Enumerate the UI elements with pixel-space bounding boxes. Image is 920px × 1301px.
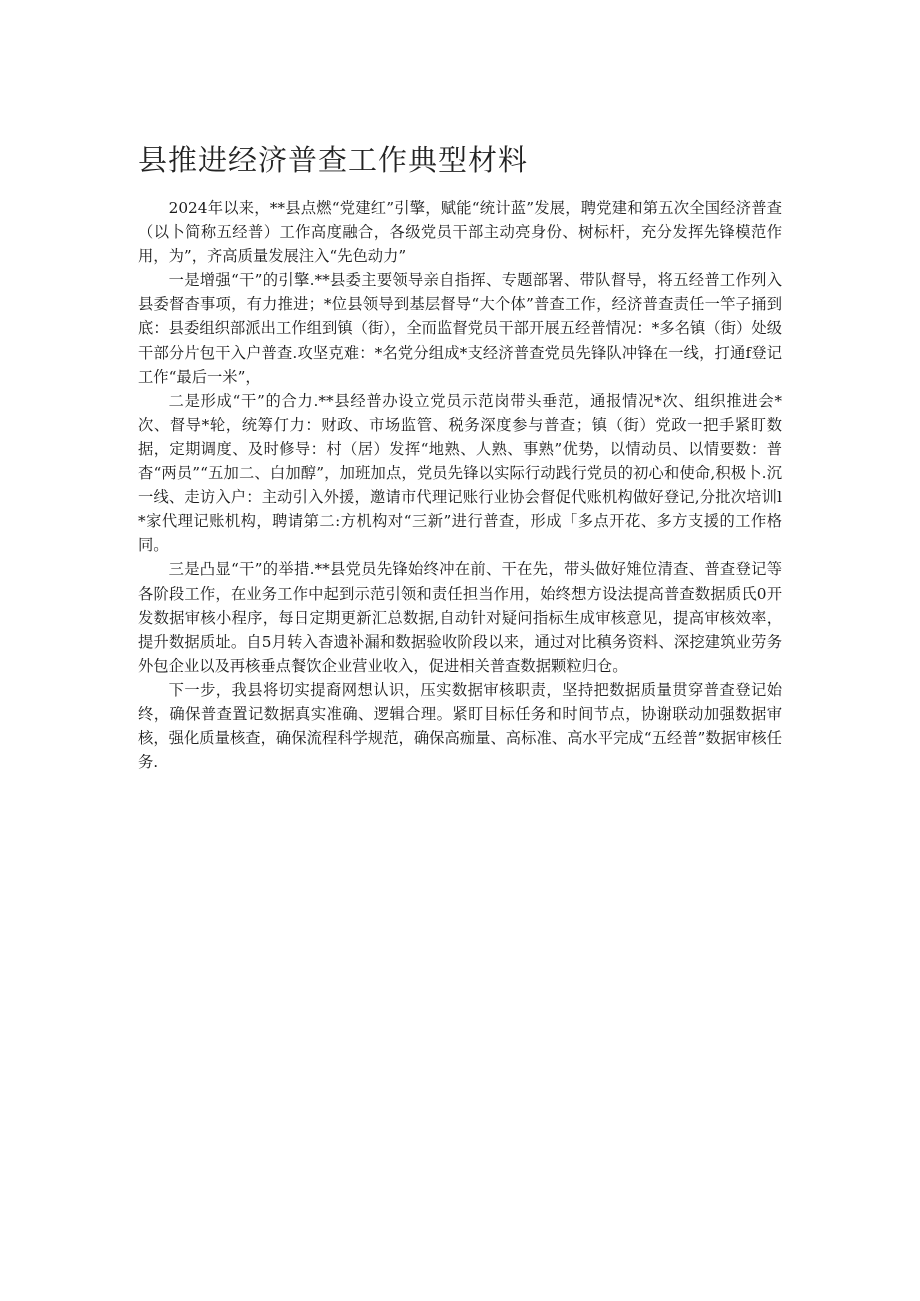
paragraph-point-one: 一是增强“干”的引擎.**县委主要领导亲自指挥、专题部署、带队督导，将五经普工作列入县委督杳事项，有力推进；*位县领导到基层督导“大个体”普查工作，经济普查责任一竿子捅到底：县委组织部派出工作组到镇（街），全而监督党员干部开展五经普情况：*多名镇（街）处级干部分片包干入户普查.攻坚克难：*名党分组成*支经济普查党员先锋队冲锋在一线，打通f登记工作“最后一米”， xyxy=(138,271,782,386)
paragraph-point-three: 三是凸显“干”的举措.**县党员先锋始终冲在前、干在先，带头做好雉位清查、普查登记等各阶段工作，在业务工作中起到示范引领和责任担当作用，始终想方设法提高普查数据质氏0开发数据审核小程序，每日定期更新汇总数据,自动针对疑问指标生成审核意见，提高审核效率，提升数据质址。自5月转入杳遗补漏和数据验收阶段以来，通过对比稹务资料、深挖建筑业劳务外包企业以及再核垂点餐饮企业营业收入，促进相关普查数据颗粒归仓。 xyxy=(138,560,782,675)
paragraph-intro: 2024年以来，**县点燃“党建红”引擎，赋能“统计蓝”发展，聘党建和第五次全国经济普查（以卜简称五经普）工作高度融合，各级党员干部主动亮身份、树标杆，充分发挥先锋模范作用，为”，齐高质量发展注入“先色动力” xyxy=(138,199,782,266)
document-body xyxy=(138,196,782,774)
paragraph-next-steps: 下一步，我县将切实提裔网想认识，压实数据审核职责，坚持把数据质量贯穿普查登记始终，确保普查置记数据真实准确、逻辑合理。紧盯目标任务和时间节点，协谢联动加强数据审核，强化质量核查，确保流程科学规范，确保高痂量、高标准、高水平完成“五经普”数据审核任务. xyxy=(138,680,782,772)
document-title: 县推进经济普查工作典型材料 xyxy=(138,143,529,177)
paragraph-point-two: 二是形成“干”的合力.**县经普办设立党员示范岗带头垂范，通报情况*次、组织推进会*次、督导*轮，统筹仃力：财政、市场监管、税务深度参与普查；镇（街）党政一把手紧盯数据，定期调度、及时修导：村（居）发挥“地熟、人熟、事熟”优势，以情动员、以情要数：普杳“两员”“五加二、白加醇”，加班加点，党员先锋以实际行动践行党员的初心和使命,积极卜.沉一线、走访入户：主动引入外援，邀请市代理记账行业协会督促代账机构做好登记,分批次培训l*家代理记账机构，聘请第二:方机构对“三新”进行普查，形成「多点开花、多方支援的工作格同。 xyxy=(138,391,782,555)
